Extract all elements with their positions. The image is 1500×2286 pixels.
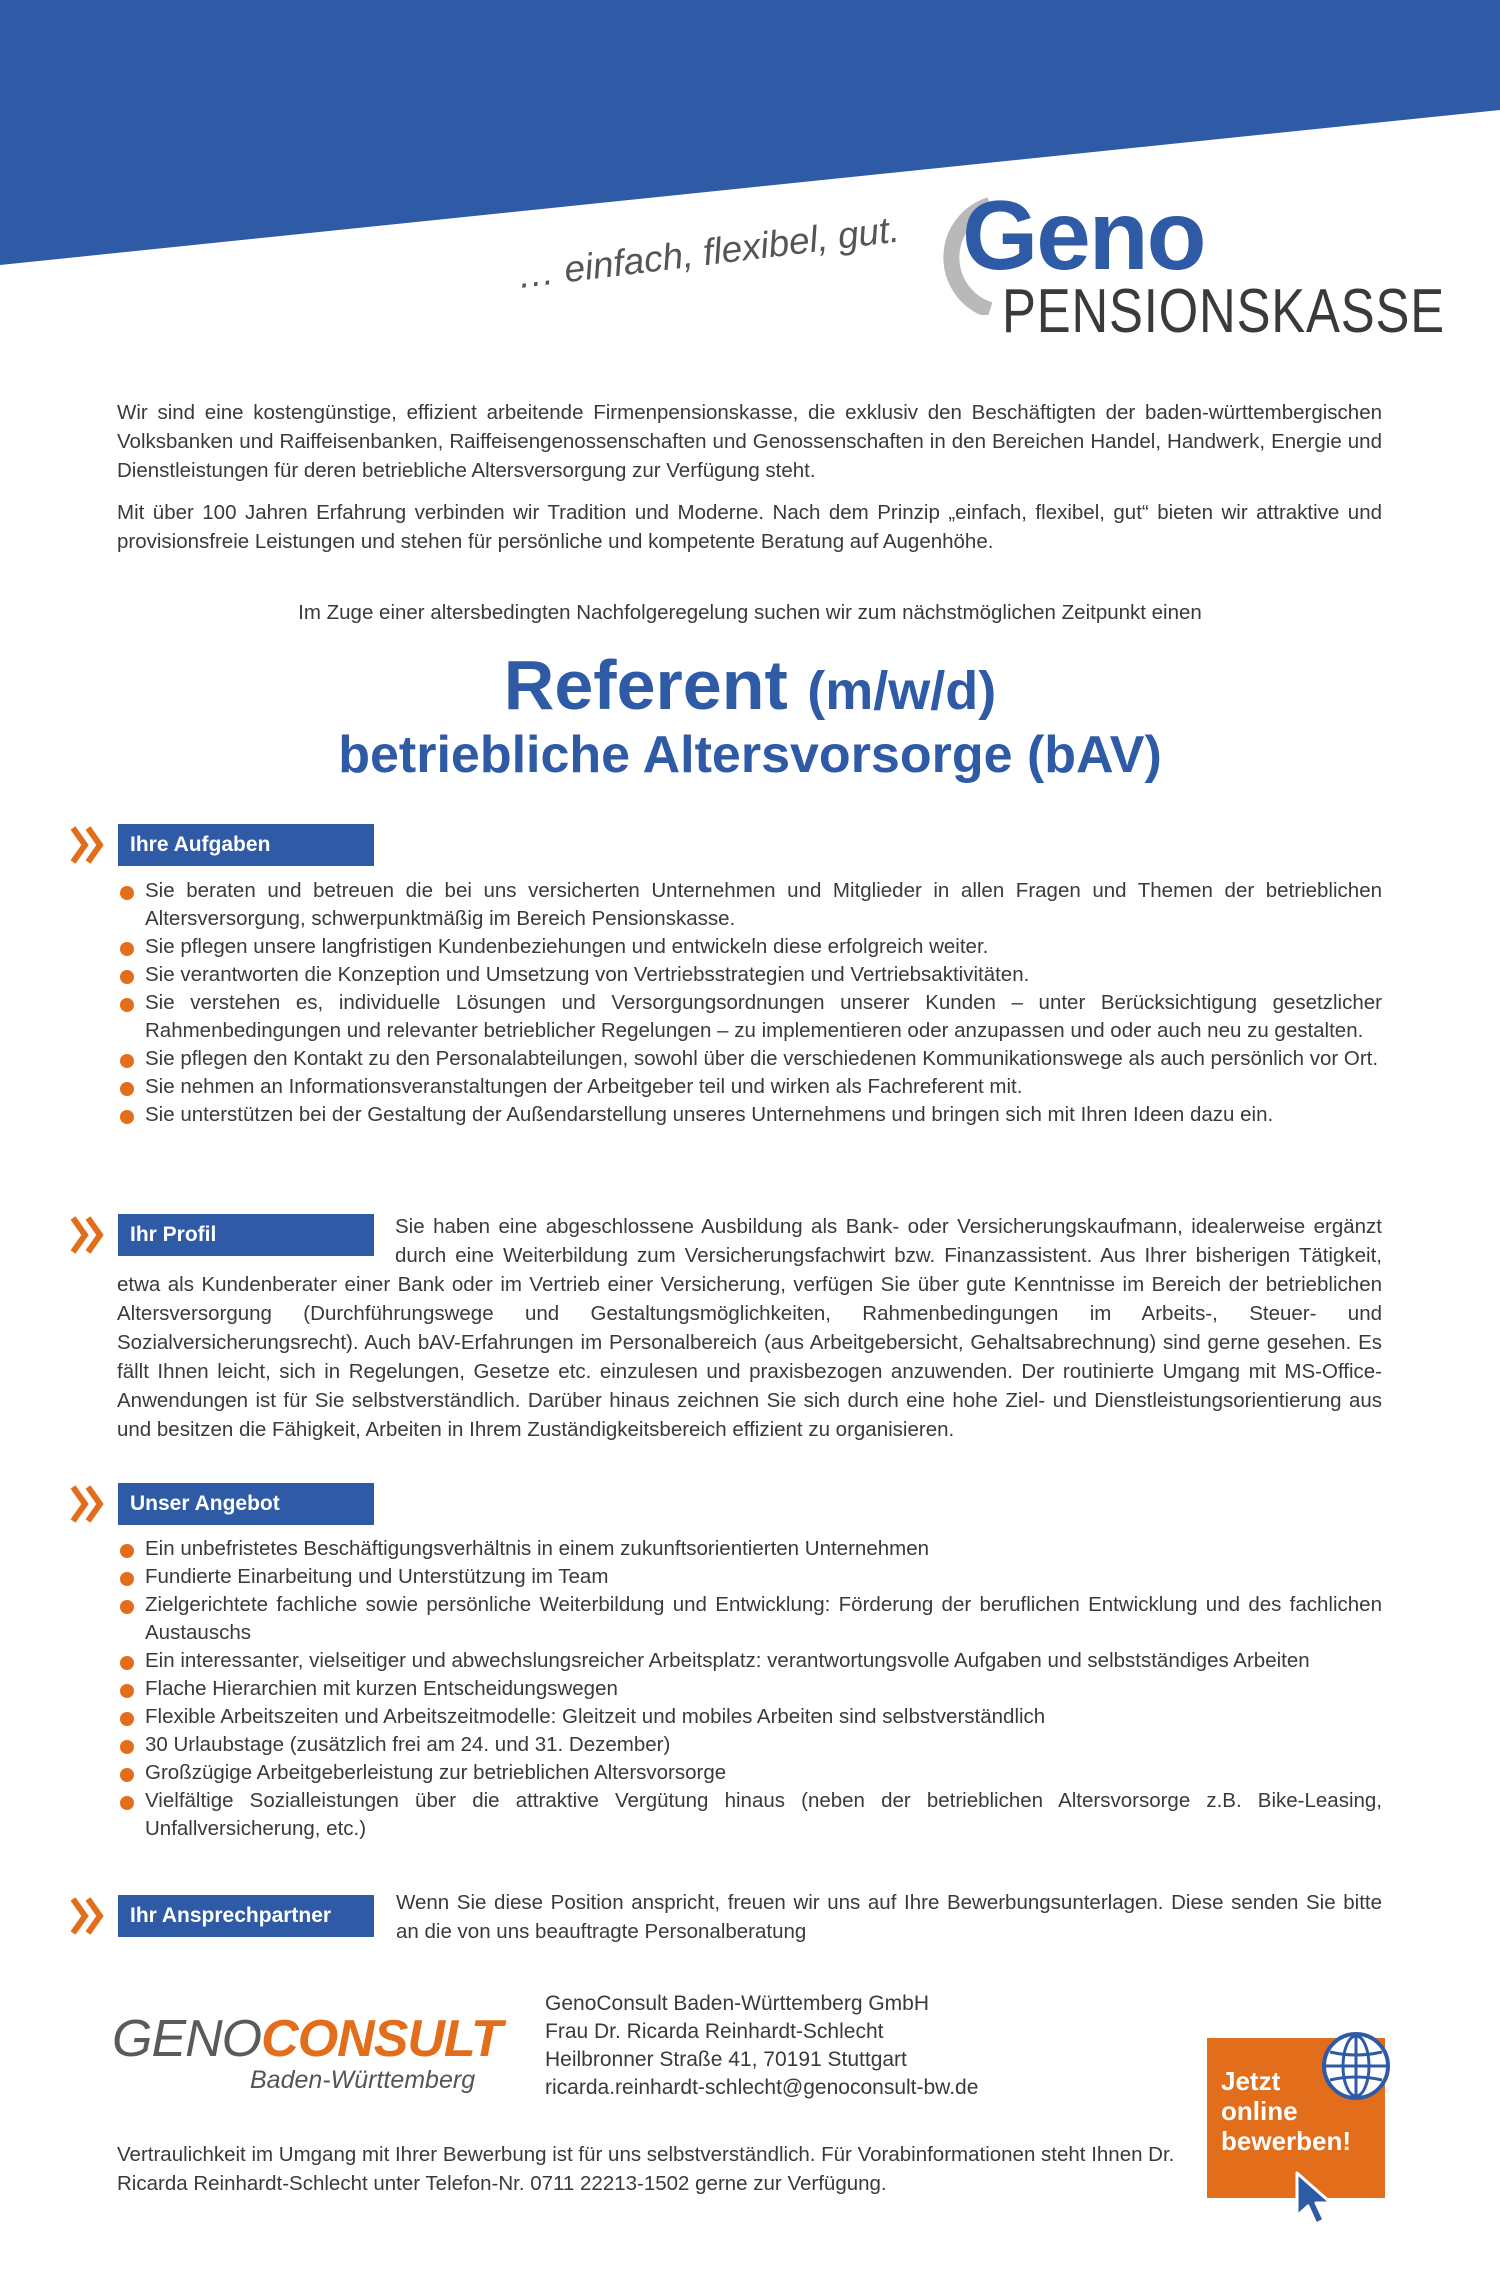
double-chevron-icon: [70, 824, 106, 866]
double-chevron-icon: [70, 1214, 106, 1256]
geno-pensionskasse-logo: [920, 180, 1445, 355]
address-company: GenoConsult Baden-Württemberg GmbH: [545, 1992, 929, 2015]
list-item: 30 Urlaubstage (zusätzlich frei am 24. und 31. Dezember): [117, 1731, 1382, 1759]
list-item: Zielgerichtete fachliche sowie persönliche Weiterbildung und Entwicklung: Förderung der beruflichen Entwicklung und des fachlichen Austauschs: [117, 1591, 1382, 1647]
list-item: Ein interessanter, vielseitiger und abwechslungsreicher Arbeitsplatz: verantwortungsvolle Aufgaben und selbstständiges Arbeiten: [117, 1647, 1382, 1675]
job-title-main: Referent: [503, 646, 788, 724]
genoconsult-logo: [112, 2010, 512, 2105]
list-item: Ein unbefristetes Beschäftigungsverhältnis in einem zukunftsorientierten Unternehmen: [117, 1535, 1382, 1563]
address-person: Frau Dr. Ricarda Reinhardt-Schlecht: [545, 2020, 884, 2043]
logo-pensionskasse-text: PENSIONSKASSE: [1002, 277, 1445, 346]
list-item: Fundierte Einarbeitung und Unterstützung im Team: [117, 1563, 1382, 1591]
list-item: Sie pflegen den Kontakt zu den Personalabteilungen, sowohl über die verschiedenen Kommunikationswege als auch persönlich vor Ort.: [117, 1045, 1382, 1073]
section-label-angebot: Unser Angebot: [118, 1483, 374, 1525]
job-title: [0, 645, 1500, 731]
list-item: Vielfältige Sozialleistungen über die attraktive Vergütung hinaus (neben der betrieblichen Altersvorsorge z.B. Bike-Leasing, Unfallversicherung, etc.): [117, 1787, 1382, 1843]
profil-spacer: [117, 1212, 395, 1270]
list-item: Sie verantworten die Konzeption und Umsetzung von Vertriebsstrategien und Vertriebsaktivitäten.: [117, 961, 1382, 989]
genoconsult-logo-geno: GENO: [112, 2010, 262, 2068]
logo-geno-text: Geno: [962, 180, 1205, 290]
apply-line-3: bewerben!: [1221, 2126, 1352, 2156]
angebot-list: [117, 1535, 1382, 1843]
list-item: Sie pflegen unsere langfristigen Kundenbeziehungen und entwickeln diese erfolgreich weiter.: [117, 933, 1382, 961]
genoconsult-logo-consult: CONSULT: [261, 2010, 502, 2068]
list-item: Großzügige Arbeitgeberleistung zur betrieblichen Altersvorsorge: [117, 1759, 1382, 1787]
address-street: Heilbronner Straße 41, 70191 Stuttgart: [545, 2048, 907, 2071]
section-label-ansprechpartner: Ihr Ansprechpartner: [118, 1895, 374, 1937]
cursor-arrow-icon: [1294, 2170, 1336, 2228]
intro-paragraph-2: Mit über 100 Jahren Erfahrung verbinden wir Tradition und Moderne. Nach dem Prinzip „einfach, flexibel, gut“ bieten wir attraktive und provisionsfreie Leistungen und stehen für persönliche und kompetente Beratung auf Augenhöhe.: [117, 501, 1382, 553]
double-chevron-icon: [70, 1483, 106, 1525]
slogan: … einfach, flexibel, gut.: [514, 208, 902, 297]
lead-text: Im Zuge einer altersbedingten Nachfolgeregelung suchen wir zum nächstmöglichen Zeitpunkt einen: [298, 601, 1202, 624]
apply-line-1: Jetzt: [1221, 2066, 1281, 2096]
list-item: Sie beraten und betreuen die bei uns versicherten Unternehmen und Mitglieder in allen Fragen und Themen der betrieblichen Altersversorgung, schwerpunktmäßig im Bereich Pensionskasse.: [117, 877, 1382, 933]
contact-address: [545, 1990, 978, 2102]
list-item: Sie verstehen es, individuelle Lösungen und Versorgungsordnungen unserer Kunden – unter Berücksichtigung gesetzlicher Rahmenbedingungen und relevanter betrieblicher Regelungen – zu implementieren oder anzupassen und oder auch neu zu gestalten.: [117, 989, 1382, 1045]
section-label-profil: Ihr Profil: [118, 1214, 374, 1256]
job-title-gender: (m/w/d): [807, 661, 997, 721]
double-chevron-icon: [70, 1895, 106, 1937]
list-item: Sie unterstützen bei der Gestaltung der Außendarstellung unseres Unternehmens und bringen sich mit Ihren Ideen dazu ein.: [117, 1101, 1382, 1129]
list-item: Flache Hierarchien mit kurzen Entscheidungswegen: [117, 1675, 1382, 1703]
section-label-aufgaben: Ihre Aufgaben: [118, 824, 374, 866]
intro-paragraph-1: Wir sind eine kostengünstige, effizient arbeitende Firmenpensionskasse, die exklusiv den Beschäftigten der baden-württembergischen Volksbanken und Raiffeisenbanken, Raiffeisengenossenschaften und Genossenschaften in den Bereichen Handel, Handwerk, Energie und Dienstleistungen für deren betriebliche Altersversorgung zur Verfügung steht.: [117, 401, 1382, 482]
genoconsult-logo-region: Baden-Württemberg: [250, 2066, 476, 2094]
job-subtitle: betriebliche Altersvorsorge (bAV): [338, 726, 1162, 784]
profil-text: Sie haben eine abgeschlossene Ausbildung als Bank- oder Versicherungskaufmann, idealerweise ergänzt durch eine Weiterbildung zum Versicherungsfachwirt bzw. Finanzassistent. Aus Ihrer bisherigen Tätigkeit, etwa als Kundenberater einer Bank oder im Vertrieb einer Versicherung, verfügen Sie über gute Kenntnisse im Bereich der betrieblichen Altersversorgung (Durchführungswege und Gestaltungsmöglichkeiten, Rahmenbedingungen im Arbeits-, Steuer- und Sozialversicherungsrecht). Auch bAV-Erfahrungen im Personalbereich (aus Arbeitgebersicht, Gehaltsabrechnung) sind gerne gesehen. Es fällt Ihnen leicht, sich in Regelungen, Gesetze etc. einzulesen und praxisbezogen anzuwenden. Der routinierte Umgang mit MS-Office-Anwendungen ist für Sie selbstverständlich. Darüber hinaus zeichnen Sie sich durch eine hohe Ziel- und Dienstleistungsorientierung aus und besitzen die Fähigkeit, Arbeiten in Ihrem Zuständigkeitsbereich effizient zu organisieren.: [117, 1215, 1382, 1441]
globe-icon: [1320, 2030, 1392, 2102]
apply-line-2: online: [1221, 2096, 1298, 2126]
address-email[interactable]: ricarda.reinhardt-schlecht@genoconsult-bw.de: [545, 2076, 979, 2099]
aufgaben-list: [117, 877, 1382, 1129]
list-item: Flexible Arbeitszeiten und Arbeitszeitmodelle: Gleitzeit und mobiles Arbeiten sind selbstverständlich: [117, 1703, 1382, 1731]
footer-text: Vertraulichkeit im Umgang mit Ihrer Bewerbung ist für uns selbstverständlich. Für Vorabinformationen steht Ihnen Dr. Ricarda Reinhardt-Schlecht unter Telefon-Nr. 0711 22213-1502 gerne zur Verfügung.: [117, 2143, 1175, 2195]
profil-text-block: [117, 1212, 1382, 1444]
list-item: Sie nehmen an Informationsveranstaltungen der Arbeitgeber teil und wirken als Fachreferent mit.: [117, 1073, 1382, 1101]
ansprechpartner-text: Wenn Sie diese Position anspricht, freuen wir uns auf Ihre Bewerbungsunterlagen. Diese senden Sie bitte an die von uns beauftragte Personalberatung: [396, 1891, 1382, 1943]
